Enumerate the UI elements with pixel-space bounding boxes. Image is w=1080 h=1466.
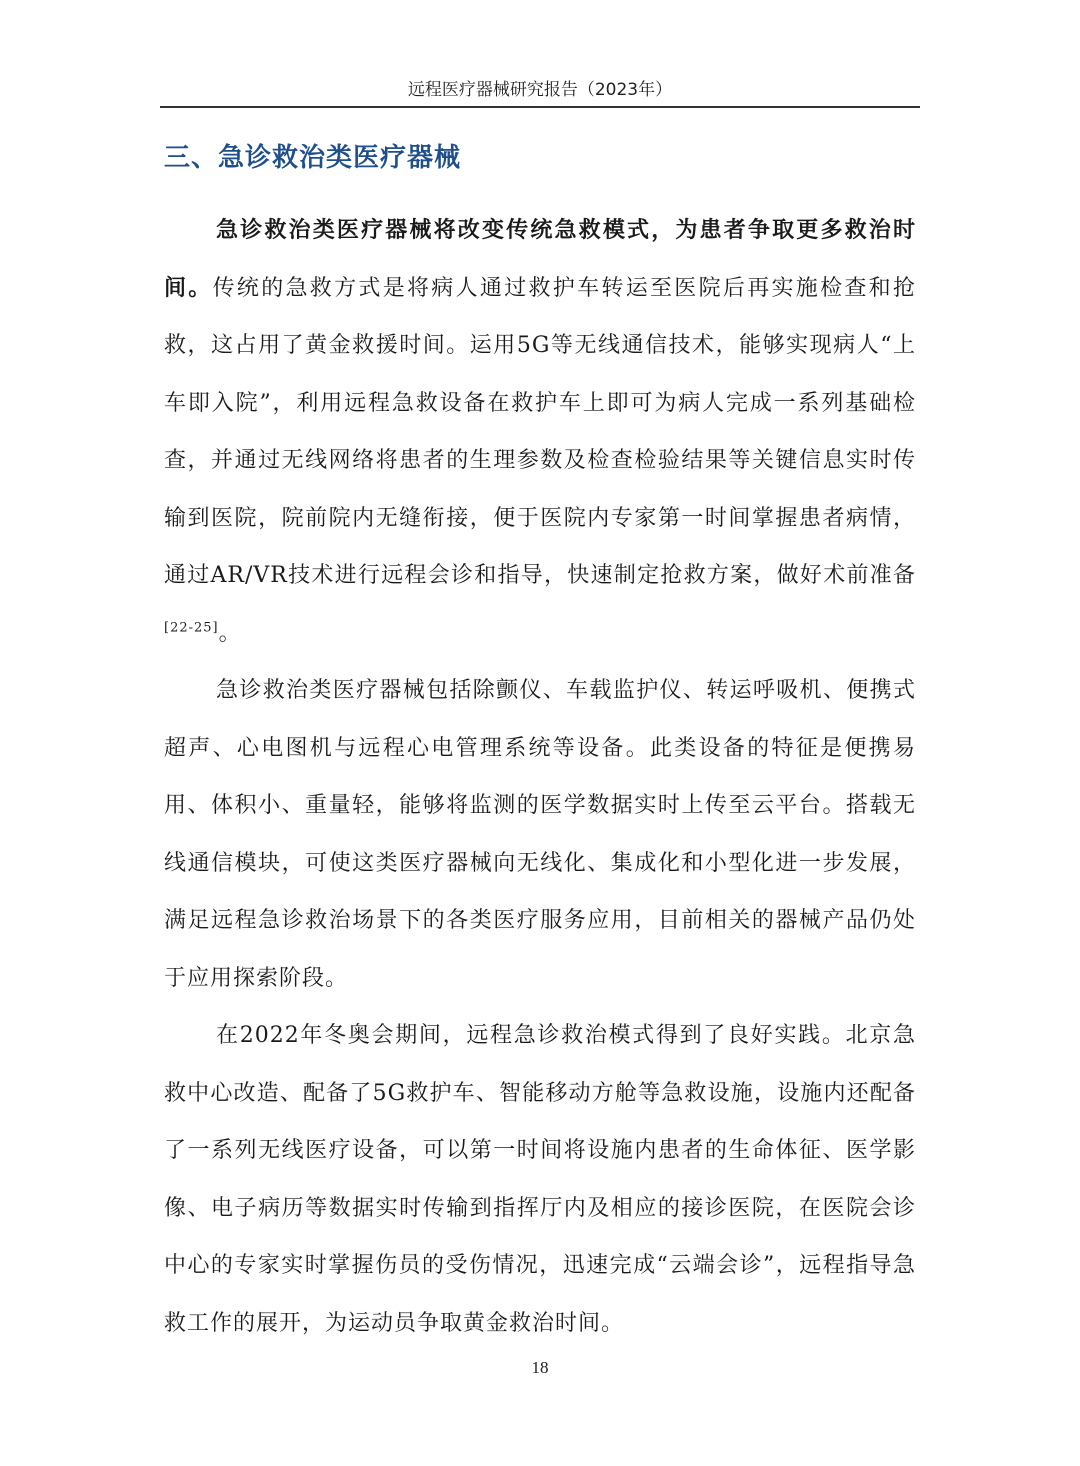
citation: [22-25] [164, 620, 219, 636]
paragraph-1-lead: 急诊救治类医疗器械将改变传统急救模式，为患者争取更多救治时间。 [164, 218, 916, 301]
paragraph-2: 急诊救治类医疗器械包括除颤仪、车载监护仪、转运呼吸机、便携式超声、心电图机与远程心电管理系统等设备。此类设备的特征是便携易用、体积小、重量轻，能够将监测的医学数据实时上传至云平台。搭载无线通信模块，可使这类医疗器械向无线化、集成化和小型化进一步发展，满足远程急诊救治场景下的各类医疗服务应用，目前相关的器械产品仍处于应用探索阶段。 [164, 678, 916, 991]
paragraph-1 [164, 202, 916, 662]
paragraph-1-text: 传统的急救方式是将病人通过救护车转运至医院后再实施检查和抢救，这占用了黄金救援时间。运用5G等无线通信技术，能够实现病人“上车即入院”，利用远程急救设备在救护车上即可为病人完成一系列基础检查，并通过无线网络将患者的生理参数及检查检验结果等关键信息实时传输到医院，院前院内无缝衔接，便于医院内专家第一时间掌握患者病情，通过AR/VR技术进行远程会诊和指导，快速制定抢救方案，做好术前准备 [164, 275, 916, 588]
paragraph-1-end: 。 [218, 620, 242, 646]
header-divider [160, 106, 920, 108]
running-header: 远程医疗器械研究报告（2023年） [407, 80, 673, 100]
body-text [164, 202, 916, 1352]
paragraph-3: 在2022年冬奥会期间，远程急诊救治模式得到了良好实践。北京急救中心改造、配备了5G救护车、智能移动方舱等急救设施，设施内还配备了一系列无线医疗设备，可以第一时间将设施内患者的生命体征、医学影像、电子病历等数据实时传输到指挥厅内及相应的接诊医院，在医院会诊中心的专家实时掌握伤员的受伤情况，迅速完成“云端会诊”，远程指导急救工作的展开，为运动员争取黄金救治时间。 [164, 1023, 916, 1336]
section-title: 三、急诊救治类医疗器械 [164, 143, 462, 173]
page-number: 18 [531, 1358, 549, 1377]
